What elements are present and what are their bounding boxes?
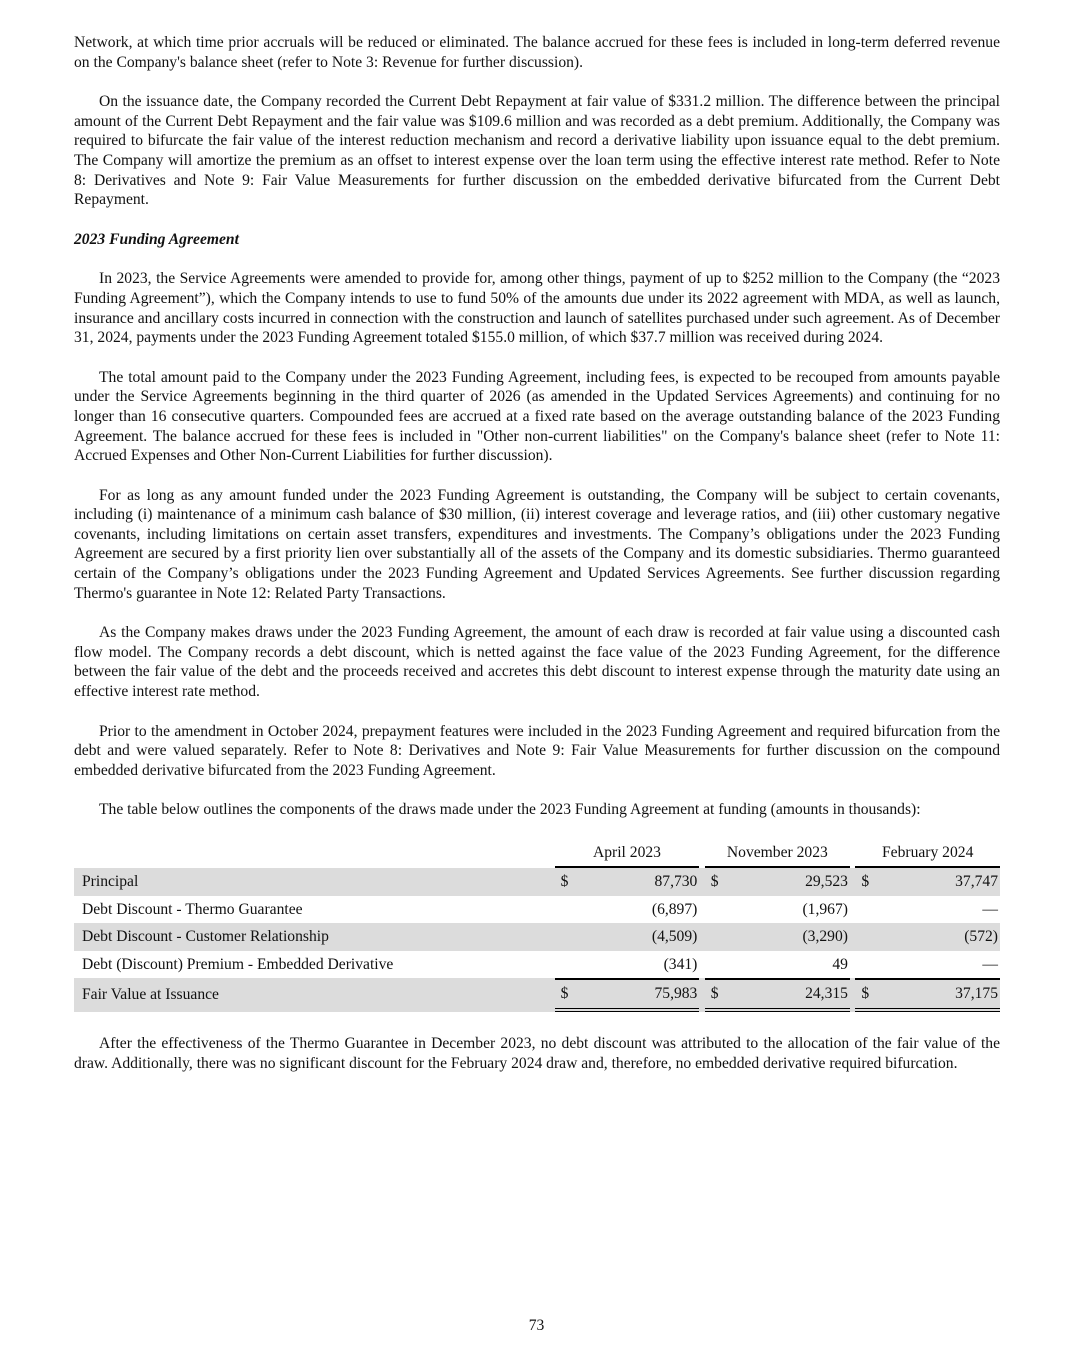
currency-symbol	[705, 923, 737, 951]
row-label: Debt (Discount) Premium - Embedded Derivative	[82, 955, 394, 973]
paragraph-covenants: For as long as any amount funded under the 2023 Funding Agreement is outstanding, the Company will be subject to certain covenants, including (i) maintenance of a minimum cash balance of $30 million, (ii) interest coverage and leverage ratios, and (iii) other customary negative covenants, including limitations on certain asset transfers, expenditures and investments. The Company’s obligations under the 2023 Funding Agreement are secured by a first priority lien over substantially all of the assets of the Company and its domestic subsidiaries. Thermo guaranteed certain of the Company’s obligations under the 2023 Funding Agreement and Updated Services Agreements. See further discussion regarding Thermo's guarantee in Note 12: Related Party Transactions.	[74, 486, 1000, 602]
currency-symbol: $	[705, 978, 737, 1012]
table-row	[74, 923, 1000, 951]
currency-symbol	[555, 923, 587, 951]
row-label: Debt Discount - Thermo Guarantee	[82, 900, 303, 918]
cell-value: (341)	[663, 955, 698, 973]
cell-value: 75,983	[587, 978, 700, 1012]
cell-value: 49	[832, 955, 848, 973]
currency-symbol: $	[855, 978, 887, 1012]
paragraph-prepayment-features: Prior to the amendment in October 2024, prepayment features were included in the 2023 Funding Agreement and required bifurcation from the debt and were valued separately. Refer to Note 8: Derivatives and Note 9: Fair Value Measurements for further discussion on the compound embedded derivative bifurcated from the 2023 Funding Agreement.	[74, 722, 1000, 779]
currency-symbol	[855, 896, 887, 924]
column-header: April 2023	[555, 840, 700, 868]
table-row	[74, 896, 1000, 924]
row-label: Fair Value at Issuance	[74, 978, 549, 1012]
paragraph-network-accruals: Network, at which time prior accruals will be reduced or eliminated. The balance accrued for these fees is included in long-term deferred revenue on the Company's balance sheet (refer to Note 3: Revenue for further discussion).	[74, 34, 1000, 71]
currency-symbol	[705, 951, 737, 979]
currency-symbol	[555, 951, 587, 979]
currency-symbol	[555, 896, 587, 924]
currency-symbol: $	[705, 868, 737, 896]
document-page	[74, 33, 1000, 1093]
cell-value: (1,967)	[802, 900, 848, 918]
paragraph-recoupment: The total amount paid to the Company under the 2023 Funding Agreement, including fees, is expected to be recouped from amounts payable under the Service Agreements beginning in the third quarter of 2026 (as amended in the Updated Services Agreements) and continuing for no longer than 16 consecutive quarters. Compounded fees are accrued at a fixed rate based on the average outstanding balance of the 2023 Funding Agreement. The balance accrued for these fees is included in "Other non-current liabilities" on the Company's balance sheet (refer to Note 11: Accrued Expenses and Other Non-Current Liabilities for further discussion).	[74, 368, 1000, 465]
table-row	[74, 868, 1000, 896]
paragraph-current-debt-repayment: On the issuance date, the Company recorded the Current Debt Repayment at fair value of $331.2 million. The difference between the principal amount of the Current Debt Repayment and the fair value was $109.6 million and was recorded as a debt premium. Additionally, the Company was required to bifurcate the fair value of the interest reduction mechanism and record a derivative liability upon issuance equal to the debt premium. The Company will amortize the premium as an offset to interest expense over the loan term using the effective interest rate method. Refer to Note 8: Derivatives and Note 9: Fair Value Measurements for further discussion on the embedded derivative bifurcated from the Current Debt Repayment.	[74, 93, 1000, 209]
cell-value: (6,897)	[651, 900, 698, 918]
row-label: Principal	[74, 868, 549, 896]
paragraph-thermo-guarantee-effect: After the effectiveness of the Thermo Guarantee in December 2023, no debt discount was attributed to the allocation of the fair value of the draw. Additionally, there was no significant discount for the February 2024 draw and, therefore, no embedded derivative required bifurcation.	[74, 1034, 1000, 1072]
paragraph-draws-fair-value: As the Company makes draws under the 2023 Funding Agreement, the amount of each draw is recorded at fair value using a discounted cash flow model. The Company records a debt discount, which is netted against the face value of the 2023 Funding Agreement, for the difference between the fair value of the debt and the proceeds received and accretes this debt discount to interest expense through the maturity date using an effective interest rate method.	[74, 624, 1000, 701]
column-header: November 2023	[705, 840, 850, 868]
row-label: Debt Discount - Customer Relationship	[74, 923, 549, 951]
cell-value: 37,747	[887, 868, 1000, 896]
section-heading: 2023 Funding Agreement	[74, 230, 239, 248]
paragraph-table-intro: The table below outlines the components of the draws made under the 2023 Funding Agreement at funding (amounts in thousands):	[99, 801, 921, 819]
table-total-row	[74, 978, 1000, 1012]
cell-value: (3,290)	[737, 923, 850, 951]
cell-value: (572)	[887, 923, 1000, 951]
cell-value: 87,730	[587, 868, 700, 896]
currency-symbol: $	[555, 868, 587, 896]
cell-value: —	[982, 900, 998, 918]
paragraph-funding-amendment: In 2023, the Service Agreements were amended to provide for, among other things, payment of up to $252 million to the Company (the “2023 Funding Agreement”), which the Company intends to use to fund 50% of the amounts due under its 2022 agreement with MDA, as well as launch, insurance and ancillary costs incurred in connection with the construction and launch of satellites purchased under such agreement. As of December 31, 2024, payments under the 2023 Funding Agreement totaled $155.0 million, of which $37.7 million was received during 2024.	[74, 270, 1000, 347]
cell-value: 37,175	[887, 978, 1000, 1012]
cell-value: (4,509)	[587, 923, 700, 951]
cell-value: —	[982, 955, 998, 973]
currency-symbol	[855, 923, 887, 951]
table-header-row	[74, 840, 1000, 868]
currency-symbol: $	[855, 868, 887, 896]
currency-symbol	[855, 951, 887, 979]
cell-value: 29,523	[737, 868, 850, 896]
table-row	[74, 951, 1000, 979]
cell-value: 24,315	[737, 978, 850, 1012]
page-number: 73	[528, 1317, 545, 1334]
currency-symbol: $	[555, 978, 587, 1012]
currency-symbol	[705, 896, 737, 924]
funding-draws-table	[74, 840, 1000, 1012]
column-header: February 2024	[855, 840, 1000, 868]
